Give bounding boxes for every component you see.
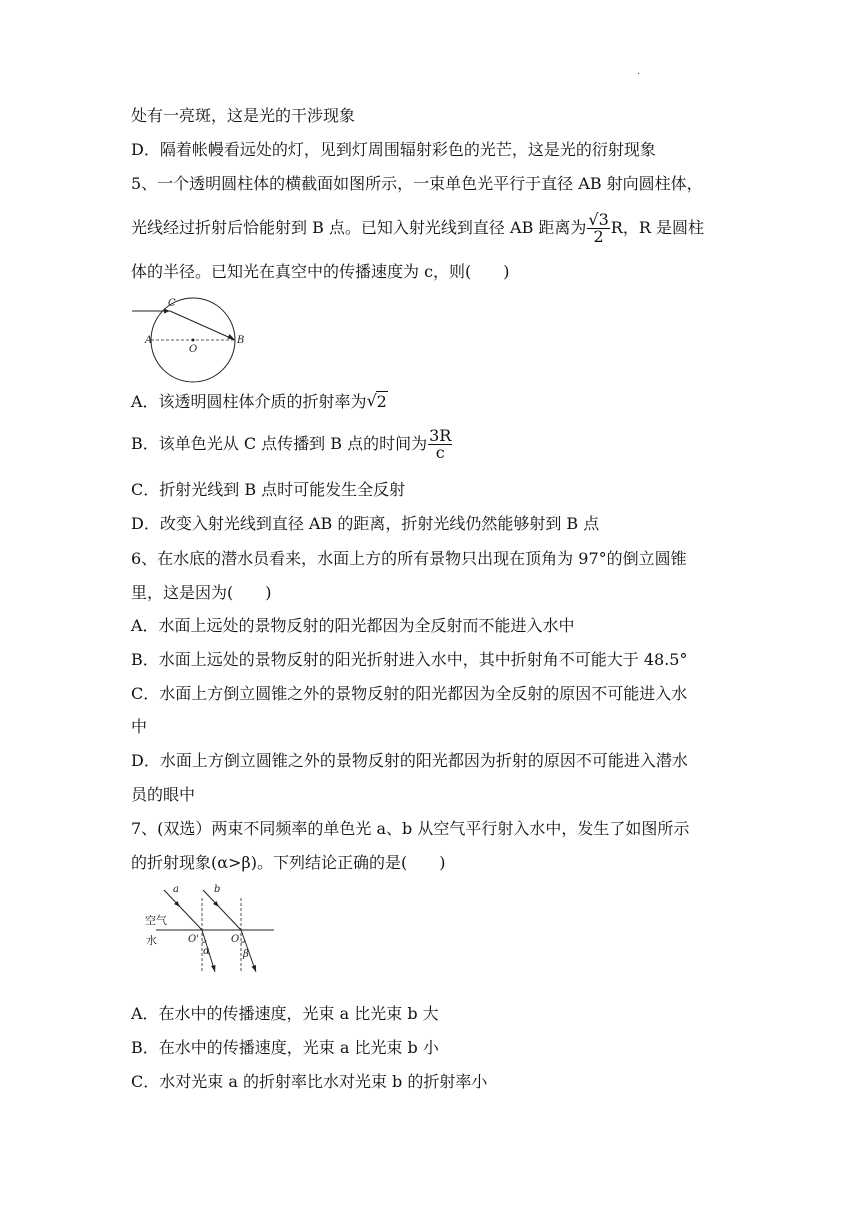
option-5C: C．折射光线到 B 点时可能发生全反射: [131, 480, 406, 499]
question-7-stem: 7、(双选）两束不同频率的单色光 a、b 从空气平行射入水中，发生了如图所示: [131, 819, 690, 838]
label-O-prime: O': [188, 934, 199, 945]
circle-refraction-figure: [126, 294, 254, 384]
question-5-stem-line2: [131, 208, 704, 248]
label-O: O: [231, 934, 240, 945]
label-b: b: [214, 884, 221, 895]
option-6A: A．水面上远处的景物反射的阳光都因为全反射而不能进入水中: [131, 616, 575, 635]
option-5A: [131, 392, 388, 412]
option-text: B．该单色光从 C 点传播到 B 点的时间为: [131, 434, 428, 453]
option-5B: [131, 424, 453, 464]
radicand: 2: [376, 392, 387, 411]
option-6C-cont: 中: [131, 717, 148, 736]
question-6-stem-line2: 里，这是因为( ): [131, 583, 272, 602]
label-O: O: [189, 344, 198, 355]
option-6C: C．水面上方倒立圆锥之外的景物反射的阳光都因为全反射的原因不可能进入水: [131, 684, 688, 703]
option-6D-cont: 员的眼中: [131, 785, 196, 804]
label-water: 水: [146, 934, 157, 947]
fraction-denominator: 2: [593, 227, 604, 246]
text-segment: R，R 是圆柱: [610, 218, 704, 237]
radical-icon: √: [366, 391, 377, 410]
text-segment: 光线经过折射后恰能射到 B 点。已知入射光线到直径 AB 距离为: [131, 218, 587, 237]
fraction-numerator: √3: [588, 210, 609, 229]
sqrt-2: [367, 392, 388, 412]
fraction-sqrt3-over-2: [587, 212, 609, 245]
label-air: 空气: [145, 914, 167, 927]
question-7-stem-line2: 的折射现象(α>β)。下列结论正确的是( ): [131, 853, 446, 872]
label-beta: β: [243, 949, 249, 960]
question-6-stem: 6、在水底的潜水员看来，水面上方的所有景物只出现在顶角为 97°的倒立圆锥: [131, 549, 687, 568]
option-7A: A．在水中的传播速度，光束 a 比光束 b 大: [131, 1004, 439, 1023]
label-A: A: [145, 335, 153, 346]
text-line: 处有一亮斑，这是光的干涉现象: [131, 106, 356, 125]
page-dot: .: [637, 66, 641, 77]
option-5D: D．改变入射光线到直径 AB 的距离，折射光线仍然能够射到 B 点: [131, 514, 600, 533]
label-alpha: α: [203, 946, 210, 957]
option-6D: D．水面上方倒立圆锥之外的景物反射的阳光都因为折射的原因不可能进入潜水: [131, 751, 688, 770]
option-6B: B．水面上远处的景物反射的阳光折射进入水中，其中折射角不可能大于 48.5°: [131, 650, 688, 669]
water-refraction-figure: [140, 882, 280, 976]
fraction-3R-over-c: [428, 428, 452, 461]
label-a: a: [173, 884, 179, 895]
question-5-stem-line3: 体的半径。已知光在真空中的传播速度为 c，则( ): [131, 262, 510, 281]
text-line: D．隔着帐幔看远处的灯，见到灯周围辐射彩色的光芒，这是光的衍射现象: [131, 140, 656, 159]
option-7B: B．在水中的传播速度，光束 a 比光束 b 小: [131, 1038, 439, 1057]
question-5-stem: 5、一个透明圆柱体的横截面如图所示，一束单色光平行于直径 AB 射向圆柱体，: [131, 174, 703, 193]
fraction-numerator: 3R: [429, 426, 452, 445]
label-C: C: [168, 298, 176, 309]
option-text: A．该透明圆柱体介质的折射率为: [131, 392, 367, 411]
fraction-denominator: c: [435, 443, 445, 462]
label-B: B: [237, 335, 245, 346]
option-7C: C．水对光束 a 的折射率比水对光束 b 的折射率小: [131, 1072, 488, 1091]
